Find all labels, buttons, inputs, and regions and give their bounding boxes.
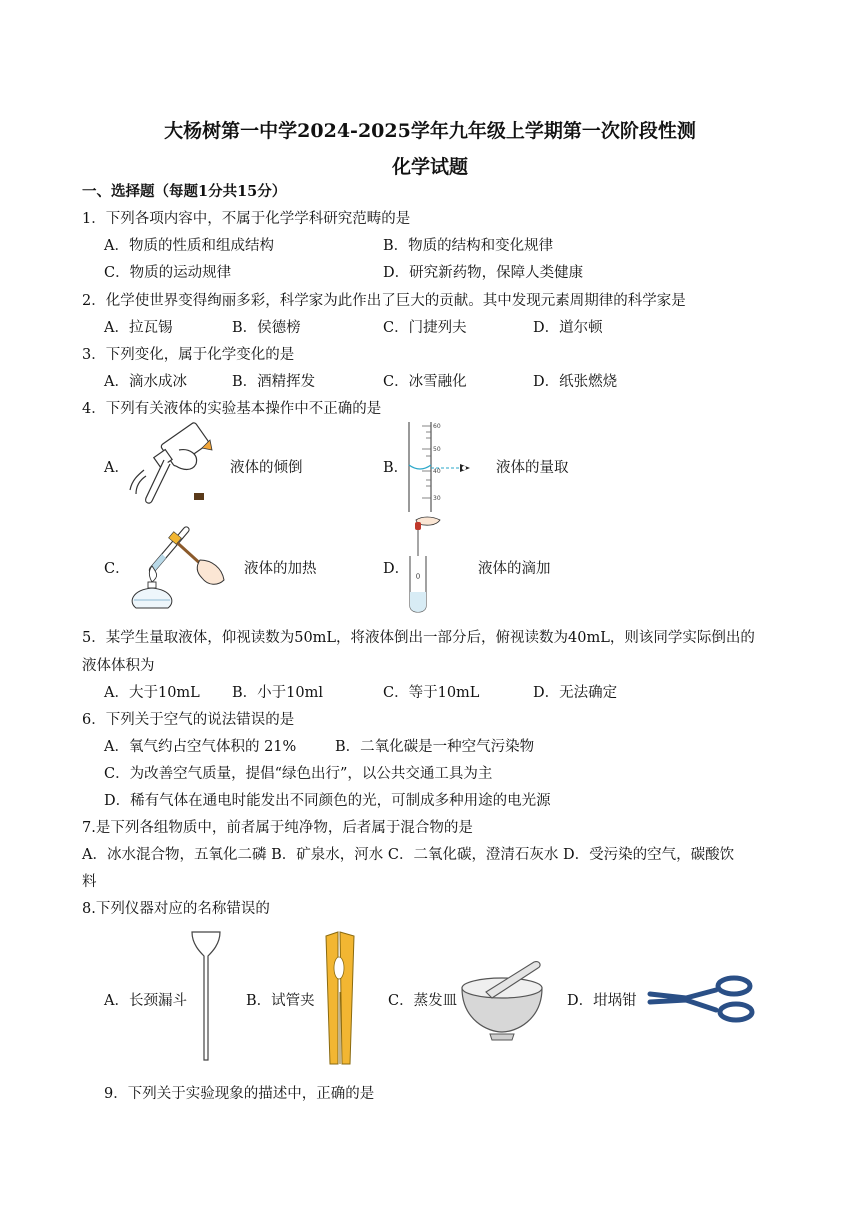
question-6-option-a: A．氧气约占空气体积的 21% xyxy=(104,739,297,755)
question-8-option-d: D．坩埚钳 xyxy=(567,993,637,1009)
question-4-option-b-caption: 液体的量取 xyxy=(496,460,569,476)
test-tube-clamp-illustration xyxy=(324,932,358,1068)
page-title: 大杨树第一中学2024-2025学年九年级上学期第一次阶段性测 xyxy=(164,120,696,142)
question-9-stem: 9．下列关于实验现象的描述中，正确的是 xyxy=(104,1086,375,1102)
question-5-option-a: A．大于10mL xyxy=(104,685,200,701)
question-2-option-b: B．侯德榜 xyxy=(232,320,301,336)
question-4-option-b-letter: B． xyxy=(383,460,409,476)
question-4-option-a-caption: 液体的倾倒 xyxy=(230,460,303,476)
question-4-option-d-caption: 液体的滴加 xyxy=(478,561,551,577)
question-3-option-b: B．酒精挥发 xyxy=(232,374,316,390)
question-8-option-c: C．蒸发皿 xyxy=(388,993,458,1009)
crucible-tongs-illustration xyxy=(646,974,756,1022)
question-2-stem: 2．化学使世界变得绚丽多彩，科学家为此作出了巨大的贡献。其中发现元素周期律的科学家是 xyxy=(82,293,686,309)
question-8-option-b: B．试管夹 xyxy=(246,993,315,1009)
question-1-option-d: D．研究新药物，保障人类健康 xyxy=(383,265,584,281)
question-1-option-b: B．物质的结构和变化规律 xyxy=(383,238,554,254)
question-8-option-a: A．长颈漏斗 xyxy=(104,993,187,1009)
question-4-option-c-letter: C． xyxy=(104,561,130,577)
question-3-option-d: D．纸张燃烧 xyxy=(533,374,618,390)
question-1-stem: 1．下列各项内容中，不属于化学学科研究范畴的是 xyxy=(82,211,411,227)
long-neck-funnel-illustration xyxy=(186,930,226,1062)
question-5-stem-line2: 液体体积为 xyxy=(82,658,155,674)
question-2-option-d: D．道尔顿 xyxy=(533,320,603,336)
question-4-option-c-caption: 液体的加热 xyxy=(244,561,317,577)
dropper-test-tube-illustration xyxy=(402,514,452,616)
question-5-option-b: B．小于10ml xyxy=(232,685,323,701)
question-4-option-d-letter: D． xyxy=(383,561,410,577)
question-7-options-line2: 料 xyxy=(82,874,97,890)
mortar-and-pestle-illustration xyxy=(458,958,546,1042)
cylinder-tick-30: 30 xyxy=(433,495,441,502)
question-4-stem: 4．下列有关液体的实验基本操作中不正确的是 xyxy=(82,401,382,417)
question-7-options-line1: A．冰水混合物，五氧化二磷 B．矿泉水，河水 C．二氧化碳，澄清石灰水 D．受污染的空气，碳酸饮 xyxy=(82,847,735,863)
question-6-stem: 6．下列关于空气的说法错误的是 xyxy=(82,712,295,728)
question-3-option-c: C．冰雪融化 xyxy=(383,374,467,390)
question-2-option-a: A．拉瓦锡 xyxy=(104,320,173,336)
section-heading: 一、选择题（每题1分共15分） xyxy=(82,183,287,200)
question-3-option-a: A．滴水成冰 xyxy=(104,374,187,390)
cylinder-tick-40: 40 xyxy=(433,468,441,475)
question-5-option-d: D．无法确定 xyxy=(533,685,618,701)
question-1-option-c: C．物质的运动规律 xyxy=(104,265,232,281)
question-6-option-d: D．稀有气体在通电时能发出不同颜色的光，可制成多种用途的电光源 xyxy=(104,793,551,809)
graduated-cylinder-illustration xyxy=(404,420,484,512)
page-subtitle: 化学试题 xyxy=(391,156,468,178)
question-2-option-c: C．门捷列夫 xyxy=(383,320,467,336)
cylinder-tick-60: 60 xyxy=(433,423,441,430)
cylinder-tick-50: 50 xyxy=(433,446,441,453)
question-1-option-a: A．物质的性质和组成结构 xyxy=(104,238,274,254)
question-6-option-c: C．为改善空气质量，提倡“绿色出行”，以公共交通工具为主 xyxy=(104,766,493,782)
question-5-stem-line1: 5．某学生量取液体，仰视读数为50mL，将液体倒出一部分后，俯视读数为40mL，则该同学实际倒出的 xyxy=(82,630,755,646)
pouring-liquid-illustration xyxy=(124,420,219,505)
question-3-stem: 3．下列变化，属于化学变化的是 xyxy=(82,347,295,363)
question-8-stem: 8.下列仪器对应的名称错误的 xyxy=(82,901,270,917)
heating-liquid-illustration xyxy=(122,520,226,612)
question-6-option-b: B．二氧化碳是一种空气污染物 xyxy=(335,739,535,755)
question-7-stem: 7.是下列各组物质中，前者属于纯净物，后者属于混合物的是 xyxy=(82,820,473,836)
question-5-option-c: C．等于10mL xyxy=(383,685,480,701)
question-4-option-a-letter: A． xyxy=(104,460,129,476)
